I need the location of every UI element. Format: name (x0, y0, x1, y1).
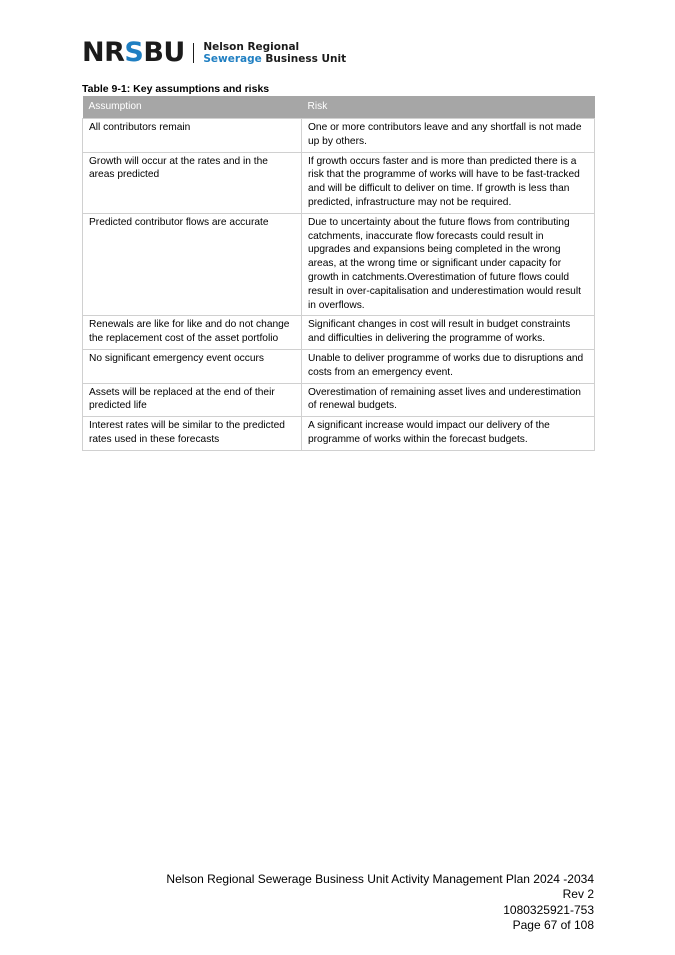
risk-cell: Due to uncertainty about the future flows from contributing catchments, inaccurate flow forecasts could result in upgrades and expansions being completed in the wrong areas, at the wrong time or significant under capacity for growth in catchments.Overestimation of future flows could result in over-capitalisation and underestimation would result in overflows. (302, 213, 595, 316)
table-row (83, 152, 595, 213)
assumption-cell: Predicted contributor flows are accurate (83, 213, 302, 316)
table-header-row (83, 96, 595, 119)
page-footer (166, 872, 594, 934)
nrsbu-logo (82, 38, 346, 68)
table-row (83, 316, 595, 350)
logo-line-2: Sewerage Business Unit (203, 53, 347, 65)
logo-wordmark (203, 41, 346, 65)
table-row (83, 213, 595, 316)
risk-cell: One or more contributors leave and any shortfall is not made up by others. (302, 119, 595, 153)
risk-cell: Overestimation of remaining asset lives and underestimation of renewal budgets. (302, 383, 595, 417)
table-caption: Table 9-1: Key assumptions and risks (82, 83, 270, 95)
assumption-cell: No significant emergency event occurs (83, 349, 302, 383)
table-row (83, 119, 595, 153)
assumption-cell: All contributors remain (83, 119, 302, 153)
table-row (83, 383, 595, 417)
footer-doc-title: Nelson Regional Sewerage Business Unit Activity Management Plan 2024 -2034 (166, 872, 594, 886)
risk-cell: Unable to deliver programme of works due to disruptions and costs from an emergency event. (302, 349, 595, 383)
table-row (83, 417, 595, 451)
assumption-cell: Renewals are like for like and do not change the replacement cost of the asset portfolio (83, 316, 302, 350)
column-header-risk: Risk (302, 96, 595, 119)
logo-divider (193, 43, 195, 63)
assumption-cell: Interest rates will be similar to the predicted rates used in these forecasts (83, 417, 302, 451)
footer-revision: Rev 2 (562, 887, 594, 902)
risk-cell: Significant changes in cost will result in budget constraints and difficulties in delivering the programme of works. (302, 316, 595, 350)
logo-mark: NRSBU (82, 37, 185, 68)
assumption-cell: Assets will be replaced at the end of their predicted life (83, 383, 302, 417)
assumptions-risks-table (82, 96, 595, 451)
risk-cell: A significant increase would impact our delivery of the programme of works within the forecast budgets. (302, 417, 595, 451)
assumption-cell: Growth will occur at the rates and in the areas predicted (83, 152, 302, 213)
column-header-assumption: Assumption (83, 96, 302, 119)
table-row (83, 349, 595, 383)
footer-page-number: Page 67 of 108 (512, 918, 594, 933)
logo-line-1: Nelson Regional (203, 41, 300, 53)
risk-cell: If growth occurs faster and is more than predicted there is a risk that the programme of works will have to be fast-tracked and will be difficult to deliver on time. If growth is less than predicted, infrastructure may not be required. (302, 152, 595, 213)
footer-doc-id: 1080325921-753 (503, 902, 594, 917)
